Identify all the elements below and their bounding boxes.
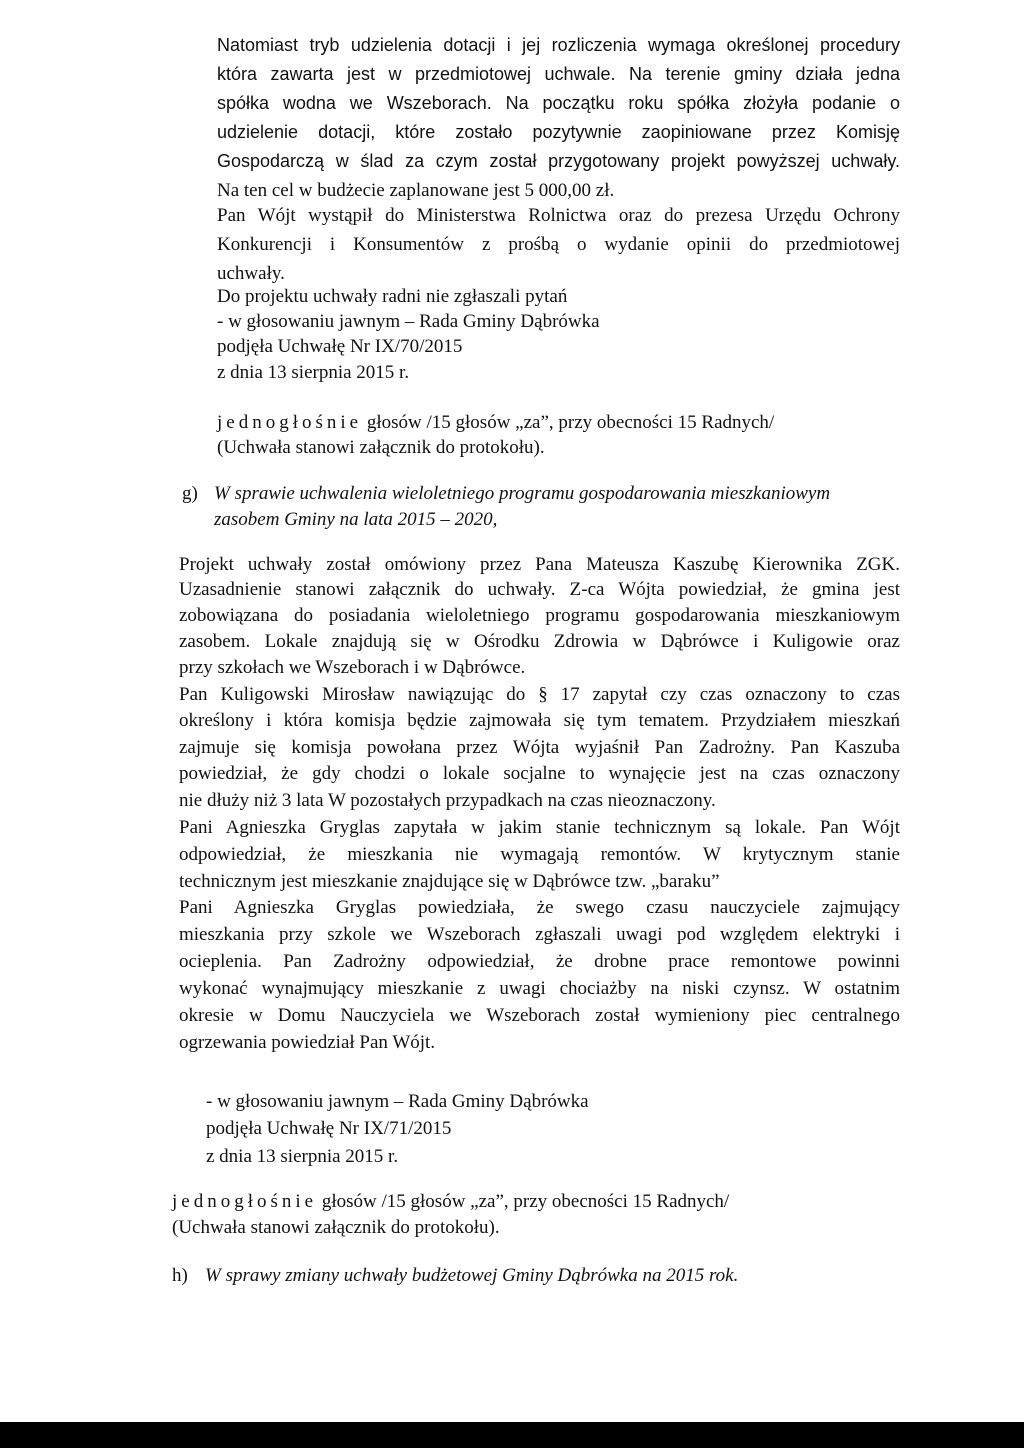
text-line: - w głosowaniu jawnym – Rada Gminy Dąbrówka — [217, 311, 600, 332]
text-line: powiedział, że gdy chodzi o lokale socjalne to wynajęcie jest na czas oznaczony — [179, 763, 900, 784]
text-line: odpowiedział, że mieszkania nie wymagają remontów. W krytycznym stanie — [179, 844, 900, 865]
text-line: Do projektu uchwały radni nie zgłaszali pytań — [217, 286, 568, 307]
item-title: W sprawy zmiany uchwały budżetowej Gminy Dąbrówka na 2015 rok. — [205, 1265, 739, 1286]
text-line: udzielenie dotacji, które zostało pozytywnie zaopiniowane przez Komisję — [217, 122, 900, 142]
text-line: Pani Agnieszka Gryglas powiedziała, że swego czasu nauczyciele zajmujący — [179, 897, 900, 918]
text-line: ocieplenia. Pan Zadrożny odpowiedział, że drobne prace remontowe powinni — [179, 951, 900, 972]
text-line: spółka wodna we Wszeborach. Na początku roku spółka złożyła podanie o — [217, 93, 900, 113]
text-line: okresie w Domu Nauczyciela we Wszeborach został wymieniony piec centralnego — [179, 1005, 900, 1026]
text-line: z dnia 13 sierpnia 2015 r. — [217, 362, 410, 383]
text-line: technicznym jest mieszkanie znajdujące się w Dąbrówce tzw. „baraku” — [179, 871, 720, 892]
text-line: określony i która komisja będzie zajmowała się tym tematem. Przydziałem mieszkań — [179, 710, 900, 731]
text-line: - w głosowaniu jawnym – Rada Gminy Dąbrówka — [206, 1091, 589, 1112]
vote-result-unanimous: jednogłośnie — [217, 412, 363, 433]
text-line: wykonać wynajmujący mieszkanie z uwagi chociażby na niski czynsz. W ostatnim — [179, 978, 900, 999]
text-line: nie dłuży niż 3 lata W pozostałych przypadkach na czas nieoznaczony. — [179, 790, 716, 811]
vote-result-unanimous: jednogłośnie — [172, 1191, 318, 1212]
text-line: (Uchwała stanowi załącznik do protokołu). — [172, 1217, 500, 1238]
text-line: zobowiązana do posiadania wieloletniego programu gospodarowania mieszkaniowym — [179, 605, 900, 626]
text-line: która zawarta jest w przedmiotowej uchwale. Na terenie gminy działa jedna — [217, 64, 900, 84]
text-line: Konkurencji i Konsumentów z prośbą o wydanie opinii do przedmiotowej — [217, 234, 900, 255]
text-line: mieszkania przy szkole we Wszeborach zgłaszali uwagi pod względem elektryki i — [179, 924, 900, 945]
vote-result-text: głosów /15 głosów „za”, przy obecności 15 Radnych/ — [317, 1191, 730, 1212]
text-line: podjęła Uchwałę Nr IX/71/2015 — [206, 1118, 452, 1139]
text-line: Pan Wójt wystąpił do Ministerstwa Rolnictwa oraz do prezesa Urzędu Ochrony — [217, 205, 900, 226]
item-label: h) — [172, 1265, 188, 1286]
text-line: Pani Agnieszka Gryglas zapytała w jakim stanie technicznym są lokale. Pan Wójt — [179, 817, 900, 838]
text-line: uchwały. — [217, 263, 285, 284]
text-line: zasobem. Lokale znajdują się w Ośrodku Zdrowia w Dąbrówce i Kuligowie oraz — [179, 631, 900, 652]
item-title-line: W sprawie uchwalenia wieloletniego programu gospodarowania mieszkaniowym — [214, 483, 831, 504]
text-line: Uzasadnienie stanowi załącznik do uchwały. Z-ca Wójta powiedział, że gmina jest — [179, 579, 900, 600]
text-line: zajmuje się komisja powołana przez Wójta wyjaśnił Pan Zadrożny. Pan Kaszuba — [179, 737, 900, 758]
vote-result — [217, 413, 774, 432]
vote-result — [172, 1192, 729, 1211]
text-line: podjęła Uchwałę Nr IX/70/2015 — [217, 336, 463, 357]
scan-border — [0, 1422, 1024, 1448]
text-line: z dnia 13 sierpnia 2015 r. — [206, 1146, 399, 1167]
text-line: przy szkołach we Wszeborach i w Dąbrówce. — [179, 657, 526, 678]
text-line: Pan Kuligowski Mirosław nawiązując do § 17 zapytał czy czas oznaczony to czas — [179, 684, 900, 705]
text-line: Gospodarczą w ślad za czym został przygotowany projekt powyższej uchwały. — [217, 151, 900, 171]
text-line: Na ten cel w budżecie zaplanowane jest 5 000,00 zł. — [217, 180, 615, 201]
text-line: Projekt uchwały został omówiony przez Pana Mateusza Kaszubę Kierownika ZGK. — [179, 554, 900, 575]
text-line: Natomiast tryb udzielenia dotacji i jej rozliczenia wymaga określonej procedury — [217, 35, 900, 55]
text-line: ogrzewania powiedział Pan Wójt. — [179, 1032, 436, 1053]
item-label: g) — [182, 483, 198, 504]
text-line: (Uchwała stanowi załącznik do protokołu). — [217, 437, 545, 458]
item-title-line: zasobem Gminy na lata 2015 – 2020, — [214, 509, 498, 530]
vote-result-text: głosów /15 głosów „za”, przy obecności 15 Radnych/ — [362, 412, 775, 433]
